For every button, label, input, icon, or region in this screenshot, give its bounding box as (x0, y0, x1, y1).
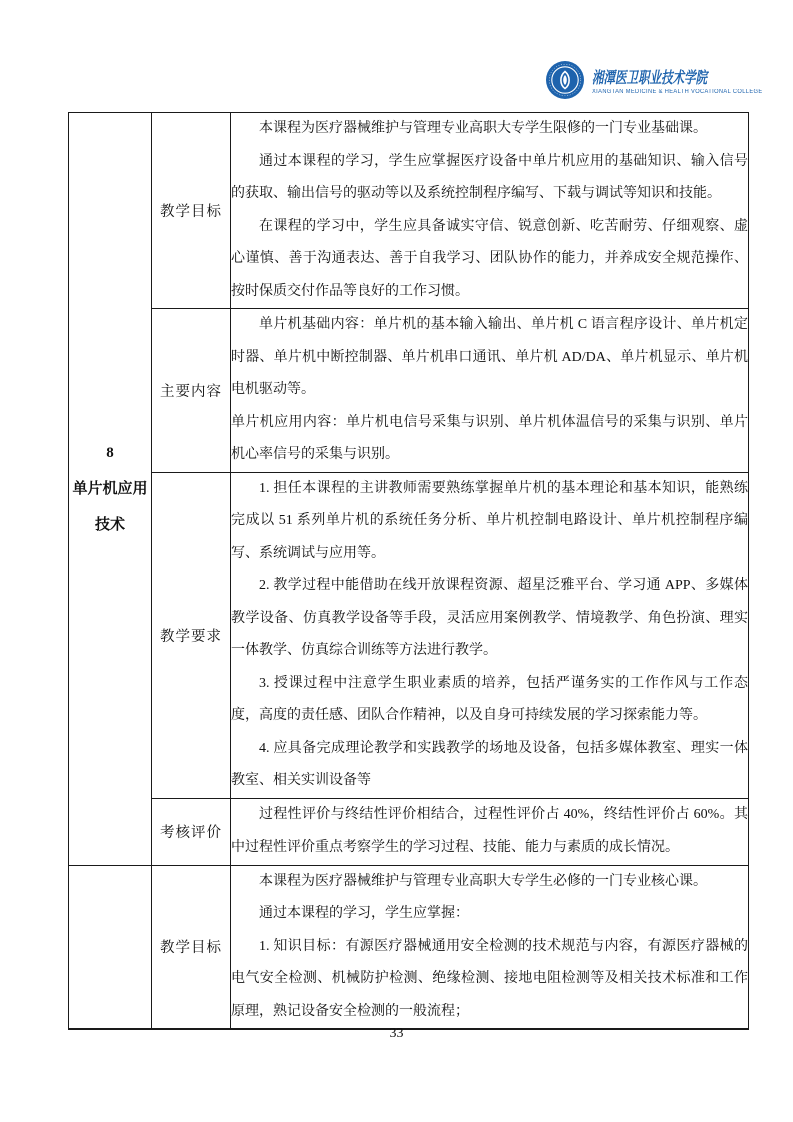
section-content-objectives (231, 113, 749, 309)
paragraph: 本课程为医疗器械维护与管理专业高职大专学生必修的一门专业核心课。 (259, 873, 707, 889)
paragraph: 2. 教学过程中能借助在线开放课程资源、超星泛雅平台、学习通 APP、多媒体教学设备、仿真教学设备等手段，灵活应用案例教学、情境教学、角色扮演、理实一体教学、仿真综合训练等方法进行教学。 (231, 578, 748, 658)
next-course-cell (69, 865, 152, 1029)
college-name-en: XIANGTAN MEDICINE & HEALTH VOCATIONAL COLLEGE (592, 89, 763, 95)
paragraph: 通过本课程的学习，学生应掌握： (259, 906, 469, 921)
college-emblem-icon (545, 60, 585, 100)
paragraph: 过程性评价与终结性评价相结合，过程性评价占 40%，终结性评价占 60%。其中过程性评价重点考察学生的学习过程、技能、能力与素质的成长情况。 (231, 807, 748, 855)
college-name-zh: 湘潭医卫职业技术学院 (592, 70, 708, 87)
paragraph: 通过本课程的学习，学生应掌握医疗设备中单片机应用的基础知识、输入信号的获取、输出信号的驱动等以及系统控制程序编写、下载与调试等知识和技能。 (231, 153, 748, 201)
section-content-main-content (231, 309, 749, 473)
paragraph: 在课程的学习中，学生应具备诚实守信、锐意创新、吃苦耐劳、仔细观察、虚心谨慎、善于沟通表达、善于自我学习、团队协作的能力，并养成安全规范操作、按时保质交付作品等良好的工作习惯。 (231, 218, 748, 299)
section-content-requirements (231, 472, 749, 798)
section-label-assessment: 考核评价 (152, 798, 231, 865)
paragraph: 本课程为医疗器械维护与管理专业高职大专学生限修的一门专业基础课。 (259, 121, 707, 136)
syllabus-table (68, 112, 749, 1030)
paragraph: 4. 应具备完成理论教学和实践教学的场地及设备，包括多媒体教室、理实一体教室、相关实训设备等 (231, 740, 748, 788)
college-logo (545, 60, 771, 100)
section-label-objectives: 教学目标 (152, 113, 231, 309)
page-number: 33 (389, 1026, 404, 1041)
course-name: 单片机应用技术 (72, 480, 148, 533)
next-section-content-objectives (231, 865, 749, 1029)
paragraph: 单片机应用内容：单片机电信号采集与识别、单片机体温信号的采集与识别、单片机心率信号的采集与识别。 (231, 414, 748, 462)
paragraph: 单片机基础内容：单片机的基本输入输出、单片机 C 语言程序设计、单片机定时器、单片机中断控制器、单片机串口通讯、单片机 AD/DA、单片机显示、单片机电机驱动等。 (231, 317, 748, 397)
next-section-label-objectives: 教学目标 (152, 865, 231, 1029)
section-label-requirements: 教学要求 (152, 472, 231, 798)
section-label-main-content: 主要内容 (152, 309, 231, 473)
paragraph: 3. 授课过程中注意学生职业素质的培养，包括严谨务实的工作作风与工作态度，高度的责任感、团队合作精神，以及自身可持续发展的学习探索能力等。 (231, 675, 748, 723)
course-index: 8 (106, 444, 114, 461)
section-content-assessment (231, 798, 749, 865)
paragraph: 1. 知识目标：有源医疗器械通用安全检测的技术规范与内容，有源医疗器械的电气安全检测、机械防护检测、绝缘检测、接地电阻检测等及相关技术标准和工作原理，熟记设备安全检测的一般流程； (231, 938, 748, 1019)
course-cell (69, 113, 152, 866)
paragraph: 1. 担任本课程的主讲教师需要熟练掌握单片机的基本理论和基本知识，能熟练完成以 51 系列单片机的系统任务分析、单片机控制电路设计、单片机控制程序编写、系统调试与应用等。 (231, 480, 748, 561)
